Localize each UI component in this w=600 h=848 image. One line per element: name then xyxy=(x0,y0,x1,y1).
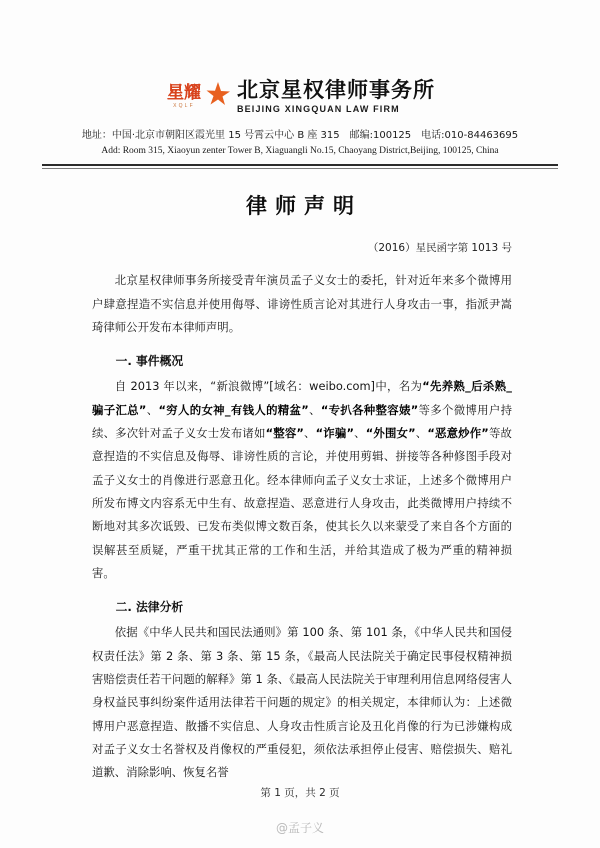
section-1-text-part3: 等故意捏造的不实信息及侮辱、诽谤性质的言论，并使用剪辑、拼接等各种修图手段对孟子义女士的肖像进行恶意丑化。经本律师向孟子义女士求证，上述多个微博用户所发布博文内容系无中生有、故意捏造、恶意进行人身攻击，此类微博用户持续不断地对其多次诋毁、已发布类似博文数百条，使其长久以来蒙受了来自各个方面的误解甚至质疑，严重干扰其正常的工作和生活，并给其造成了极为严重的精神损害。 xyxy=(92,425,512,581)
document-number: （2016）星民函字第 1013 号 xyxy=(367,242,512,255)
logo-cn-mark-text: 星耀 xyxy=(167,82,201,103)
slur-term-1: “整容” xyxy=(265,425,304,440)
logo-mark xyxy=(165,84,203,109)
firm-logo xyxy=(165,78,435,114)
section-1-text-part1: 自 2013 年以来，“新浪微博”[域名：weibo.com]中，名为 xyxy=(114,379,423,394)
slur-term-2: “诈骗” xyxy=(315,425,354,440)
slur-term-3: “外围女” xyxy=(365,425,416,440)
firm-name-cn: 北京星权律师事务所 xyxy=(237,78,435,102)
address-block xyxy=(0,128,600,158)
account-name-1: “先养熟_后杀熟_骗子汇总” xyxy=(92,379,512,417)
divider-thick xyxy=(42,164,558,166)
opening-paragraph: 北京星权律师事务所接受青年演员孟子义女士的委托，针对近年来多个微博用户肆意捏造不实信息并使用侮辱、诽谤性质言论对其进行人身攻击一事，指派尹嵩琦律师公开发布本律师声明。 xyxy=(92,273,512,335)
separator-3: 、 xyxy=(303,425,316,440)
address-line-cn: 地址：中国·北京市朝阳区霞光里 15 号霄云中心 B 座 315 邮编:100125 电话:010-84463695 xyxy=(81,130,519,142)
separator-4: 、 xyxy=(353,425,366,440)
document-body xyxy=(92,269,512,784)
page-indicator: 第 1 页，共 2 页 xyxy=(260,787,340,799)
firm-name-en: BEIJING XINGQUAN LAW FIRM xyxy=(237,104,400,115)
star-icon xyxy=(205,80,231,111)
slur-term-4: “恶意炒作” xyxy=(427,425,489,440)
address-line-en: Add: Room 315, Xiaoyun zenter Tower B, Xiaguangli No.15, Chaoyang District,Beijing, 100125, China xyxy=(101,146,499,157)
watermark: @孟子义 xyxy=(275,821,324,835)
account-name-3: “专扒各种整容婊” xyxy=(320,402,419,417)
page-title: 律师声明 xyxy=(246,194,362,219)
firm-name-block xyxy=(237,78,435,114)
separator-1: 、 xyxy=(146,402,159,417)
section-1-text-part2: 等多个微博用户持续、多次针对孟子义女士发布诸如 xyxy=(92,402,512,440)
letterhead xyxy=(0,0,600,114)
separator-5: 、 xyxy=(415,425,428,440)
section-heading-2: 二. 法律分析 xyxy=(115,599,184,614)
logo-latin-mark-text: XQLF xyxy=(173,102,195,109)
section-2-paragraph: 依据《中华人民共和国民法通则》第 100 条、第 101 条，《中华人民共和国侵权责任法》第 2 条、第 3 条、第 15 条，《最高人民法院关于确定民事侵权精神损害赔偿责任若干问题的解释》第 1 条、《最高人民法院关于审理利用信息网络侵害人身权益民事纠纷案件适用法律若干问题的规定》的相关规定，本律师认为：上述微博用户恶意捏造、散播不实信息、人身攻击性质言论及丑化肖像的行为已涉嫌构成对孟子义女士名誉权及肖像权的严重侵犯，须依法承担停止侵害、赔偿损失、赔礼道歉、消除影响、恢复名誉 xyxy=(92,625,512,780)
header-divider xyxy=(42,164,558,168)
section-1-paragraph xyxy=(92,375,512,585)
separator-2: 、 xyxy=(308,402,321,417)
account-name-2: “穷人的女神_有钱人的精盆” xyxy=(158,402,309,417)
divider-thin xyxy=(42,168,558,169)
section-heading-1: 一. 事件概况 xyxy=(115,353,184,368)
